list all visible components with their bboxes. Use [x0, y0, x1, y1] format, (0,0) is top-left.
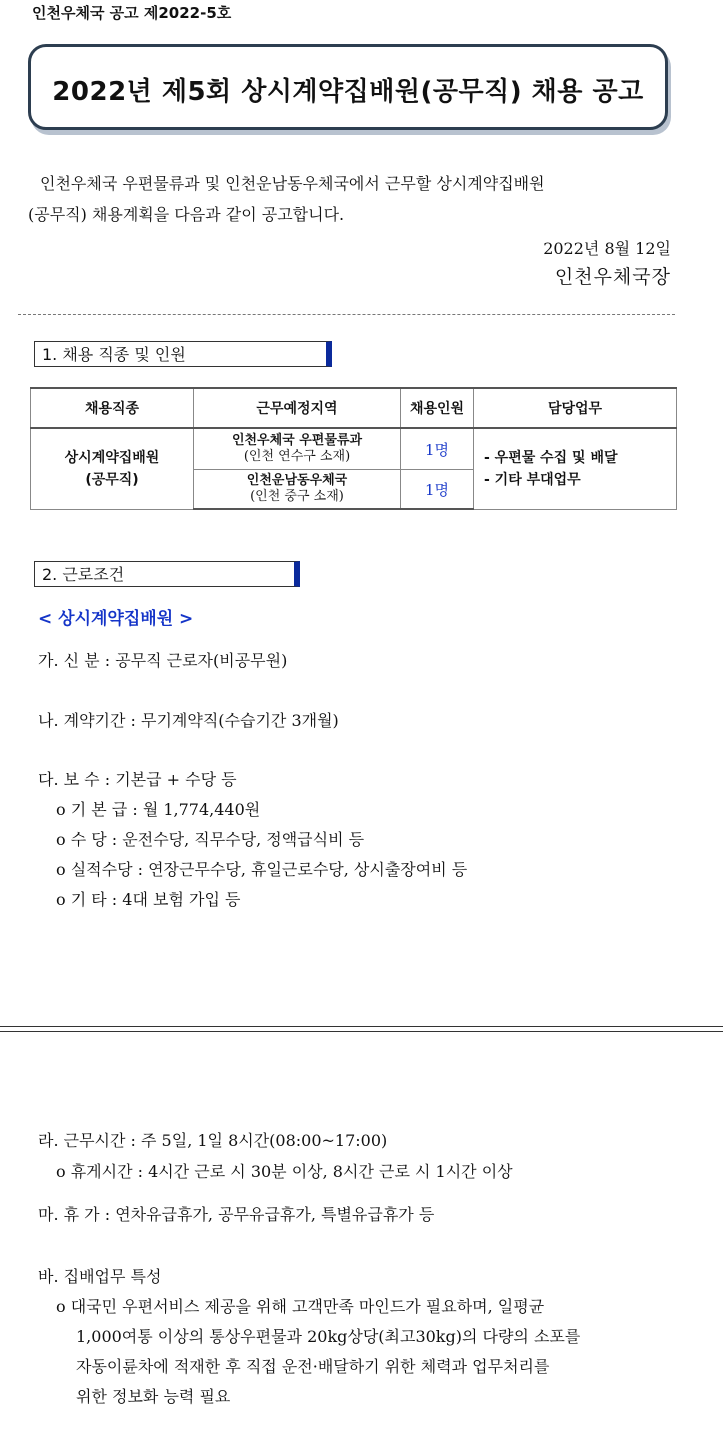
table-header-row: [31, 388, 677, 428]
divider: [18, 314, 675, 315]
page-break-line: [0, 1026, 723, 1027]
table-header: 담당업무: [474, 388, 677, 428]
break-time-item: o 휴게시간 : 4시간 근로 시 30분 이상, 8시간 근로 시 1시간 이상: [56, 1162, 513, 1181]
table-row: [31, 428, 677, 470]
notice-date: 2022년 8월 12일: [543, 239, 671, 258]
ba-text-line: o 대국민 우편서비스 제공을 위해 고객만족 마인드가 필요하며, 일평균: [56, 1297, 545, 1316]
page-break-line: [0, 1031, 723, 1032]
item-ma: 마. 휴 가 : 연차유급휴가, 공무유급휴가, 특별유급휴가 등: [38, 1205, 435, 1224]
position-subtitle: < 상시계약집배원 >: [38, 609, 194, 629]
table-header: 채용직종: [31, 388, 194, 428]
ba-text-line: 자동이륜차에 적재한 후 직접 운전·배달하기 위한 체력과 업무처리를: [76, 1357, 550, 1376]
pay-item: o 수 당 : 운전수당, 직무수당, 정액급식비 등: [56, 830, 365, 849]
job-type-sub: (공무직): [85, 471, 139, 488]
location-cell: [194, 470, 401, 510]
location-cell: [194, 428, 401, 470]
job-type: 상시계약집배원: [64, 449, 160, 466]
pay-item: o 기 타 : 4대 보험 가입 등: [56, 890, 241, 909]
item-ba: 바. 집배업무 특성: [38, 1267, 162, 1286]
job-type-cell: [31, 428, 194, 509]
section-2-heading: 2. 근로조건: [34, 561, 300, 587]
notice-number: 인천우체국 공고 제2022-5호: [32, 4, 232, 22]
ba-text-line: 위한 정보화 능력 필요: [76, 1387, 231, 1406]
intro-line: 인천우체국 우편물류과 및 인천운남동우체국에서 근무할 상시계약집배원: [40, 174, 545, 193]
item-da: 다. 보 수 : 기본급 + 수당 등: [38, 770, 237, 789]
intro-line: (공무직) 채용계획을 다음과 같이 공고합니다.: [28, 205, 345, 224]
page-title: 2022년 제5회 상시계약집배원(공무직) 채용 공고: [52, 77, 644, 107]
section-1-heading: 1. 채용 직종 및 인원: [34, 341, 332, 367]
duty-item: - 기타 부대업무: [484, 471, 581, 488]
item-ga: 가. 신 분 : 공무직 근로자(비공무원): [38, 651, 288, 670]
location-address: (인천 중구 소재): [250, 489, 344, 504]
headcount-cell: 1명: [401, 428, 474, 470]
title-box: [28, 44, 668, 130]
location-name: 인천운남동우체국: [246, 473, 348, 488]
table-header: 근무예정지역: [194, 388, 401, 428]
item-ra: 라. 근무시간 : 주 5일, 1일 8시간(08:00~17:00): [38, 1131, 388, 1150]
pay-item: o 실적수당 : 연장근무수당, 휴일근로수당, 상시출장여비 등: [56, 860, 468, 879]
intro-paragraph: [28, 168, 678, 230]
location-name: 인천우체국 우편물류과: [231, 433, 363, 448]
headcount-cell: 1명: [401, 470, 474, 510]
ba-text-line: 1,000여통 이상의 통상우편물과 20kg상당(최고30kg)의 다량의 소포를: [76, 1327, 581, 1346]
duty-item: - 우편물 수집 및 배달: [484, 449, 618, 466]
recruitment-table: [30, 387, 677, 510]
table-header: 채용인원: [401, 388, 474, 428]
duties-cell: [474, 428, 677, 509]
pay-item: o 기 본 급 : 월 1,774,440원: [56, 800, 261, 819]
signer: 인천우체국장: [554, 266, 671, 288]
location-address: (인천 연수구 소재): [243, 449, 351, 464]
item-na: 나. 계약기간 : 무기계약직(수습기간 3개월): [38, 711, 339, 730]
